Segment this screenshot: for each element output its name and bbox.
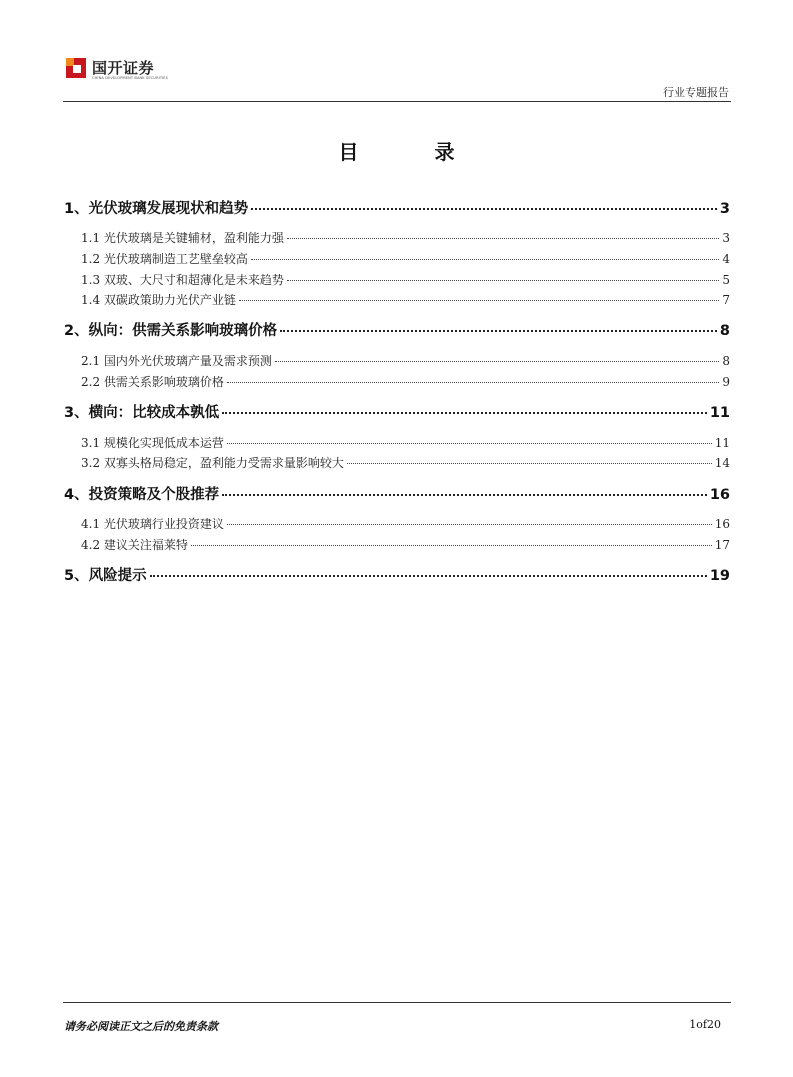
- toc-entry-page: 16: [714, 517, 730, 531]
- toc-leader-dots: [150, 575, 707, 577]
- toc-entry-label: 1.2 光伏玻璃制造工艺壁垒较高: [81, 252, 248, 266]
- toc-entry-subsection[interactable]: [64, 373, 730, 390]
- toc-entry-label: 4、投资策略及个股推荐: [64, 487, 220, 503]
- toc-entry-page: 3: [719, 201, 730, 217]
- footer-divider: [63, 1002, 731, 1003]
- toc-entry-page: 8: [719, 323, 730, 339]
- toc-entry-label: 3、横向：比较成本孰低: [64, 405, 220, 421]
- toc-entry-page: 19: [709, 568, 730, 584]
- toc-entry-label: 4.1 光伏玻璃行业投资建议: [81, 517, 224, 531]
- toc-entry-label: 1.3 双玻、大尺寸和超薄化是未来趋势: [81, 273, 284, 287]
- toc-leader-dots: [251, 259, 719, 260]
- toc-leader-dots: [227, 382, 719, 383]
- toc-entry-subsection[interactable]: [64, 536, 730, 553]
- toc-entry-label: 4.2 建议关注福莱特: [81, 538, 188, 552]
- toc-leader-dots: [251, 208, 717, 210]
- toc-entry-subsection[interactable]: [64, 271, 730, 288]
- toc-entry-page: 16: [709, 487, 730, 503]
- company-logo-icon: [66, 58, 86, 78]
- toc-entry-page: 9: [722, 375, 730, 389]
- toc-entry-subsection[interactable]: [64, 352, 730, 369]
- toc-entry-page: 4: [722, 252, 730, 266]
- toc-leader-dots: [239, 300, 719, 301]
- toc-entry-page: 11: [709, 405, 730, 421]
- toc-leader-dots: [222, 412, 707, 414]
- toc-entry-page: 5: [722, 273, 730, 287]
- toc-leader-dots: [227, 524, 712, 525]
- toc-entry-section[interactable]: [64, 319, 730, 340]
- toc-entry-subsection[interactable]: [64, 454, 730, 471]
- toc-entry-subsection[interactable]: [64, 229, 730, 246]
- toc-entry-label: 3.1 规模化实现低成本运营: [81, 436, 224, 450]
- toc-title: 目录: [338, 140, 531, 164]
- toc-entry-label: 3.2 双寡头格局稳定，盈利能力受需求量影响较大: [81, 456, 344, 470]
- toc-entry-page: 3: [722, 231, 730, 245]
- toc-entry-label: 2、纵向：供需关系影响玻璃价格: [64, 323, 278, 339]
- toc-entry-section[interactable]: [64, 197, 730, 218]
- report-type-label: 行业专题报告: [663, 86, 729, 99]
- page-number: 1of20: [689, 1018, 721, 1031]
- header-divider: [63, 101, 731, 102]
- toc-leader-dots: [287, 238, 719, 239]
- toc-entry-section[interactable]: [64, 401, 730, 422]
- toc-leader-dots: [222, 494, 707, 496]
- toc-entry-subsection[interactable]: [64, 434, 730, 451]
- disclaimer-text: 请务必阅读正文之后的免责条款: [64, 1020, 218, 1033]
- toc-entry-page: 7: [722, 293, 730, 307]
- toc-entry-page: 14: [714, 456, 730, 470]
- toc-entry-label: 2.1 国内外光伏玻璃产量及需求预测: [81, 354, 272, 368]
- toc-entry-label: 1.1 光伏玻璃是关键辅材，盈利能力强: [81, 231, 284, 245]
- toc-leader-dots: [280, 330, 717, 332]
- toc-entry-subsection[interactable]: [64, 250, 730, 267]
- toc-entry-subsection[interactable]: [64, 291, 730, 308]
- toc-leader-dots: [227, 443, 712, 444]
- company-logo: [66, 56, 186, 86]
- toc-entry-label: 5、风险提示: [64, 568, 147, 584]
- logo-text: 国开证券: [92, 59, 155, 77]
- toc-leader-dots: [347, 463, 712, 464]
- toc-entry-page: 11: [714, 436, 730, 450]
- toc-entry-label: 1.4 双碳政策助力光伏产业链: [81, 293, 236, 307]
- toc-entry-page: 17: [714, 538, 730, 552]
- toc-entry-label: 1、光伏玻璃发展现状和趋势: [64, 201, 249, 217]
- logo-subtext: CHINA DEVELOPMENT BANK SECURITIES: [92, 76, 169, 80]
- toc-entry-page: 8: [722, 354, 730, 368]
- toc-entry-section[interactable]: [64, 564, 730, 585]
- toc-entry-section[interactable]: [64, 483, 730, 504]
- toc-leader-dots: [191, 545, 712, 546]
- toc-leader-dots: [287, 280, 719, 281]
- toc-leader-dots: [275, 361, 719, 362]
- toc-entry-label: 2.2 供需关系影响玻璃价格: [81, 375, 224, 389]
- toc-entry-subsection[interactable]: [64, 515, 730, 532]
